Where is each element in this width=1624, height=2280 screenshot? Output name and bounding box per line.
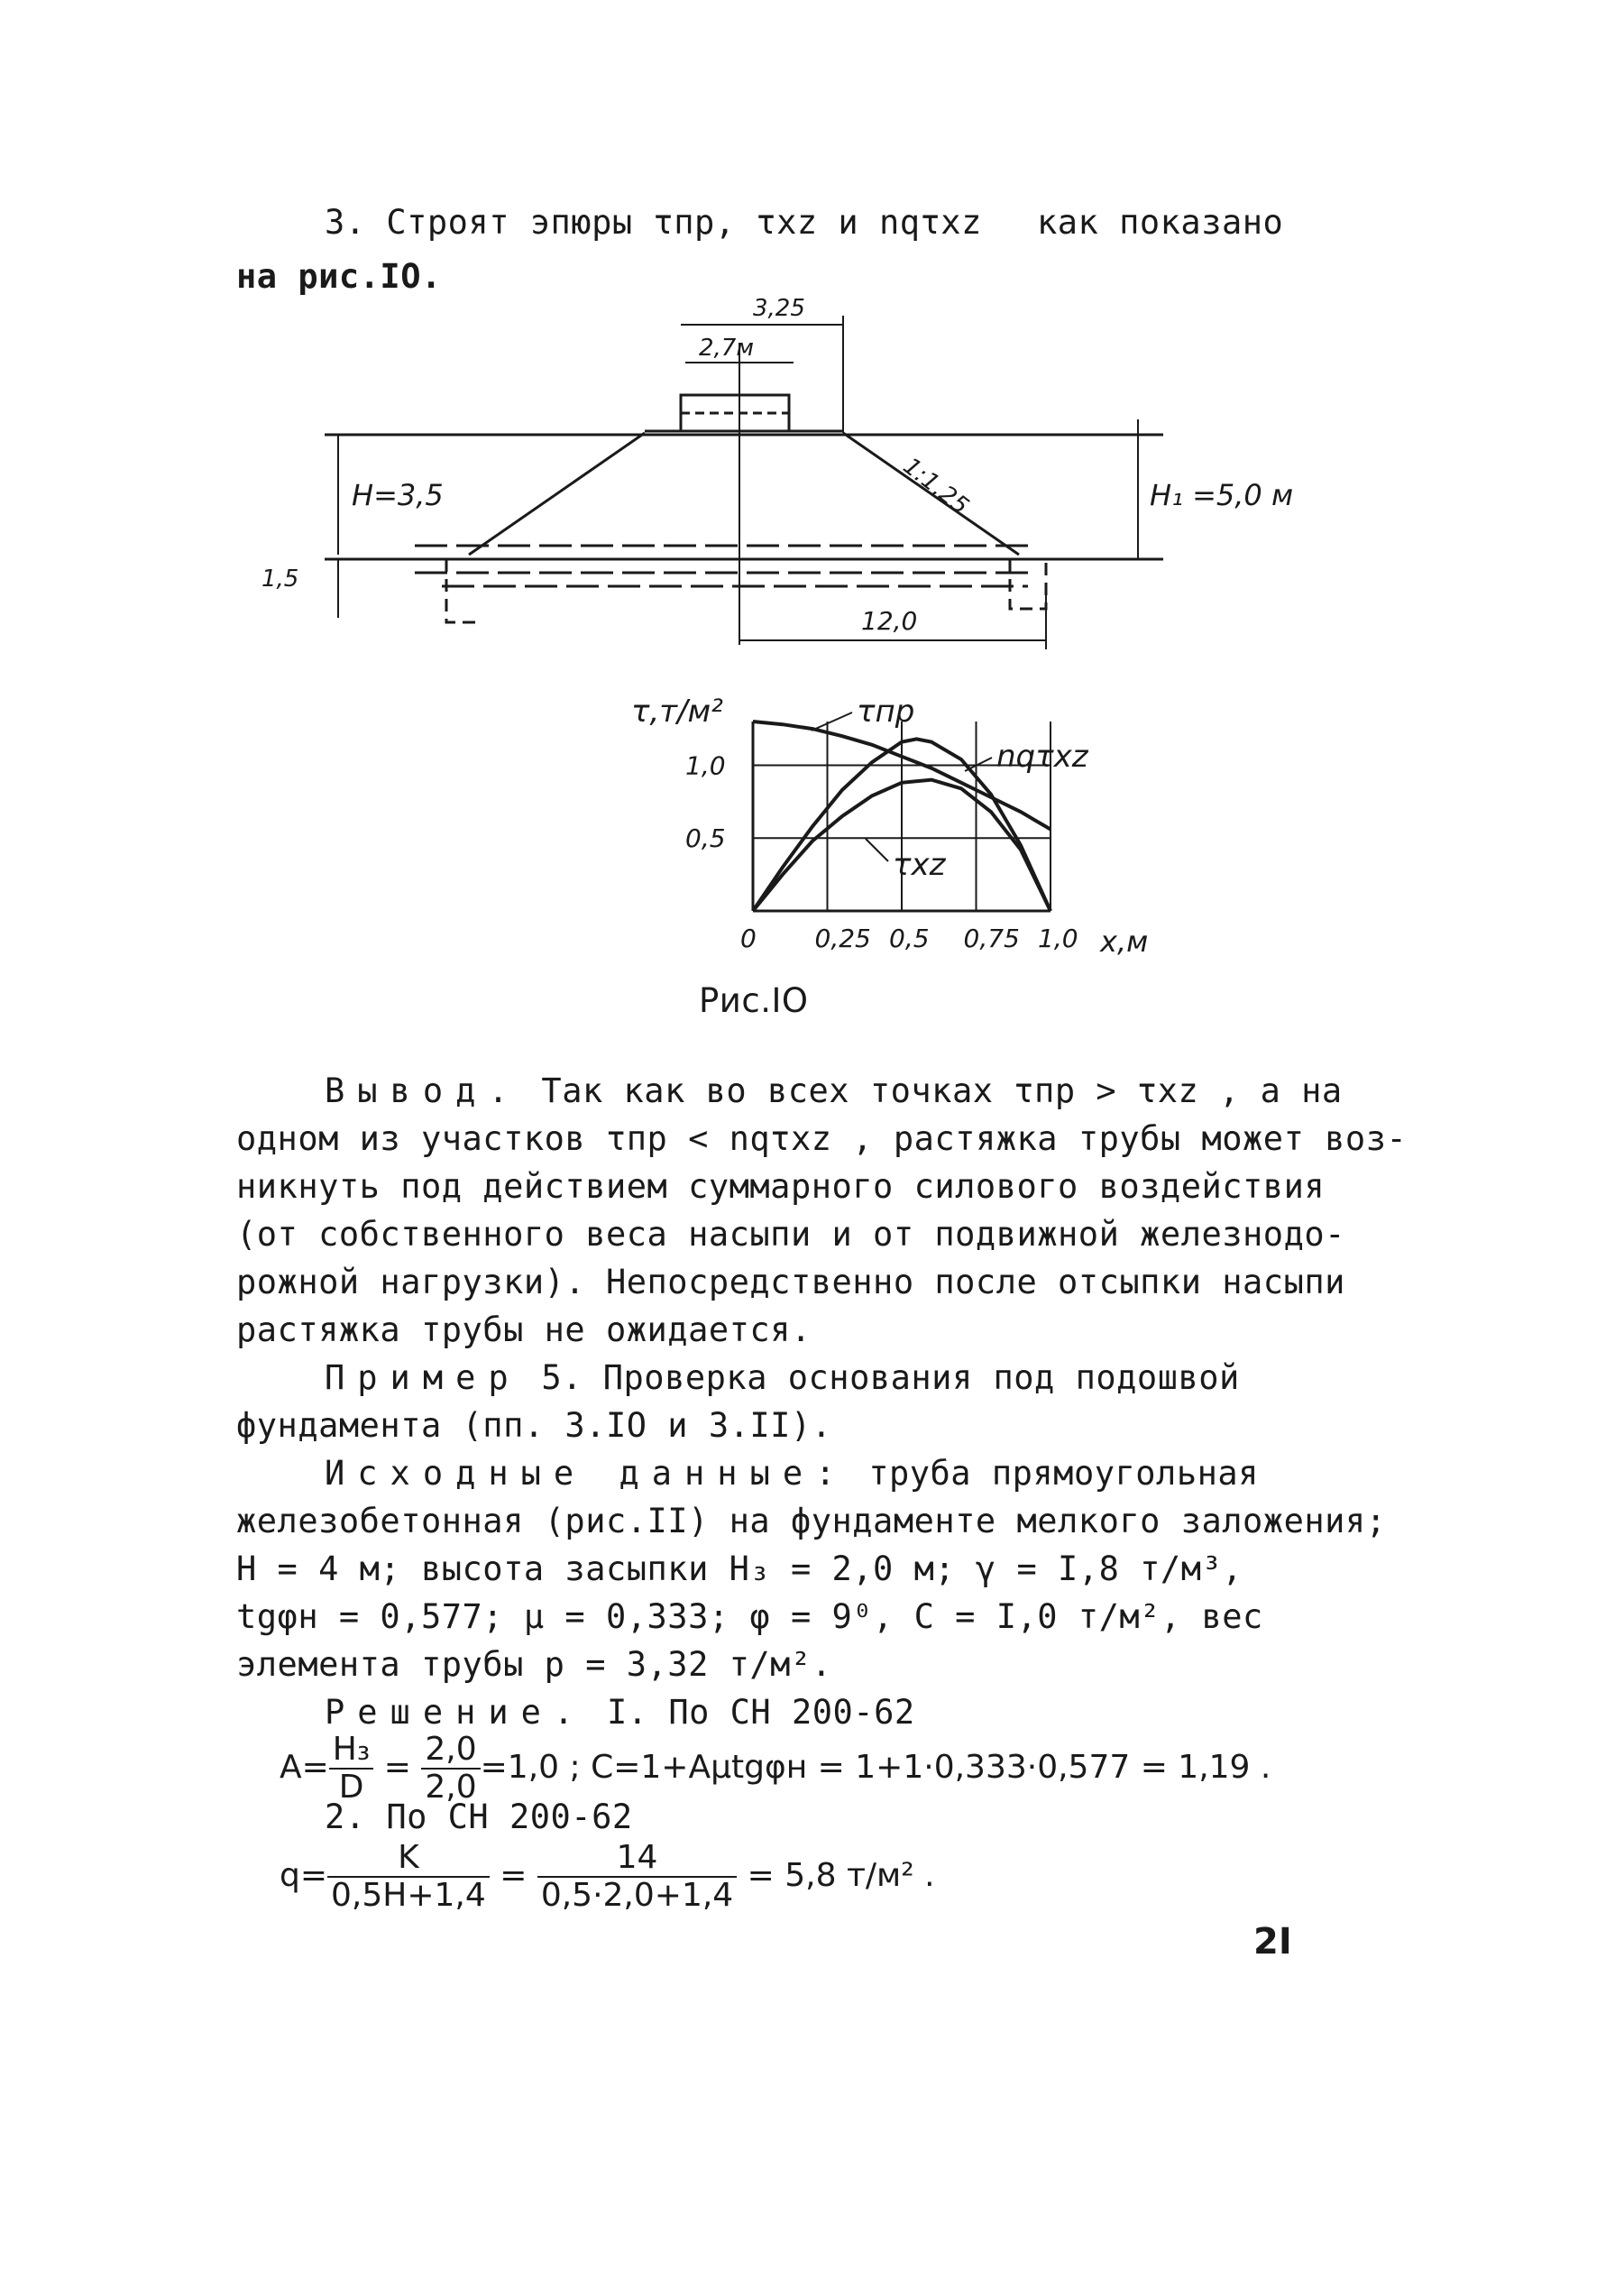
initial-line5: элемента трубы p = 3,32 т/м². <box>236 1645 832 1684</box>
fraction-denominator: 0,5·2,0+1,4 <box>540 1877 734 1914</box>
conclusion-text: одном из участков <box>236 1119 606 1158</box>
initial-line2: железобетонная (рис.II) на фундаменте мелкого заложения; <box>236 1502 1387 1540</box>
conclusion-line3: никнуть под действием суммарного силового воздействия <box>236 1167 1326 1206</box>
step3-line2: на рис.IO. <box>236 257 442 296</box>
equals-sign: = <box>373 1749 422 1786</box>
fraction-k <box>327 1840 490 1914</box>
solution-line1 <box>325 1690 915 1735</box>
fraction-denominator: 2,0 <box>425 1769 477 1806</box>
fraction-numerator: H₃ <box>329 1732 374 1770</box>
dim-H-label: H=3,5 <box>352 478 444 512</box>
example5-text: 5. Проверка основания под подошвой <box>520 1358 1240 1397</box>
initial-line3: H = 4 м; высота засыпки H₃ = 2,0 м; γ = I,8 т/м³, <box>236 1549 1243 1588</box>
conclusion-text-end: , растяжка трубы может воз- <box>831 1119 1408 1158</box>
conclusion-line2 <box>236 1117 1407 1162</box>
conclusion-head: Вывод. <box>325 1071 521 1110</box>
conclusion-text-end: , а на <box>1198 1071 1343 1110</box>
label-tau-xz: τxz <box>893 847 946 883</box>
conclusion-line5: рожной нагрузки). Непосредственно после отсыпки насыпи <box>236 1263 1345 1301</box>
y-tick-label: 0,5 <box>685 823 726 854</box>
dim-325-label: 3,25 <box>753 295 805 322</box>
figure-caption: Рис.IO <box>699 981 809 1020</box>
conclusion-line6: растяжка трубы не ожидается. <box>236 1310 812 1349</box>
x-tick-label: 0,75 <box>963 924 1020 953</box>
solution-text: I. По СН 200-62 <box>586 1693 915 1732</box>
label-nq-tau: nqτxz <box>996 739 1088 775</box>
step3-shown-text: как показано <box>1037 203 1284 242</box>
x-tick-label: 0,25 <box>814 924 871 953</box>
fraction-denominator: 0,5H+1,4 <box>331 1877 486 1914</box>
initial-line1 <box>325 1451 1259 1496</box>
y-axis-label: τ,т/м² <box>631 694 723 730</box>
x-axis-label: x,м <box>1100 924 1149 959</box>
x-tick-label: 0 <box>740 924 757 953</box>
y-tick-label: 1,0 <box>685 750 726 781</box>
fraction-numerator: K <box>327 1840 490 1878</box>
conclusion-line1 <box>325 1069 1343 1114</box>
x-tick-label: 1,0 <box>1038 924 1078 953</box>
equals-sign: = <box>489 1857 537 1894</box>
dim-H1-label: H₁ =5,0 м <box>1150 478 1294 512</box>
example5-line2: фундамента (пп. 3.IO и 3.II). <box>236 1406 832 1445</box>
formula-2-rest: = 5,8 т/м² . <box>737 1857 935 1894</box>
formula-1-lhs: A= <box>280 1749 329 1786</box>
fraction-14 <box>537 1840 737 1914</box>
tau-pr-symbol: τпр, <box>653 203 757 242</box>
step3-text: 3. Строят эпюры <box>325 203 654 242</box>
label-tau-pr: τпр <box>857 694 915 730</box>
conclusion-text: Так как во всех точках <box>520 1071 1014 1110</box>
step3-line1 <box>325 200 982 245</box>
initial-head: Исходные данные: <box>325 1454 849 1493</box>
formula-1-rest: =1,0 ; C=1+Aμtgφн = 1+1·0,333·0,577 = 1,19 . <box>480 1749 1271 1786</box>
dim-27-label: 2,7м <box>699 335 754 362</box>
page-number: 2I <box>1253 1921 1292 1963</box>
fraction-numerator: 14 <box>537 1840 737 1878</box>
dim-12-label: 12,0 <box>861 606 918 636</box>
tau-xz-symbol: τxz <box>756 203 818 242</box>
example5-line1 <box>325 1356 1240 1401</box>
formula-2 <box>280 1840 935 1914</box>
fraction-denominator: D <box>338 1769 364 1806</box>
dim-15-label: 1,5 <box>261 565 299 593</box>
fraction-numerator: 2,0 <box>421 1732 480 1770</box>
solution-head: Решение. <box>325 1693 587 1732</box>
nq-tau-symbol: nqτxz <box>878 203 982 242</box>
leader-tau-xz <box>866 839 888 861</box>
conclusion-line4: (от собственного веса насыпи и от подвижной железнодо- <box>236 1215 1345 1254</box>
tau-chart <box>0 694 1624 992</box>
conclusion-inequality-2: τпр < nqτxz <box>605 1119 832 1158</box>
initial-line4: tgφн = 0,577; μ = 0,333; φ = 9⁰, C = I,0 т/м², вес <box>236 1597 1263 1636</box>
slope-label: 1:1,25 <box>897 452 974 520</box>
x-tick-label: 0,5 <box>889 924 930 953</box>
formula-2-lhs: q= <box>280 1857 328 1894</box>
solution-line2: 2. По СН 200-62 <box>325 1797 633 1836</box>
and-word: и <box>817 203 879 242</box>
leader-tau-pr <box>812 712 852 731</box>
example5-head: Пример <box>325 1358 521 1397</box>
initial-text: труба прямоугольная <box>848 1454 1259 1493</box>
conclusion-inequality-1: τпр > τxz <box>1014 1071 1199 1110</box>
